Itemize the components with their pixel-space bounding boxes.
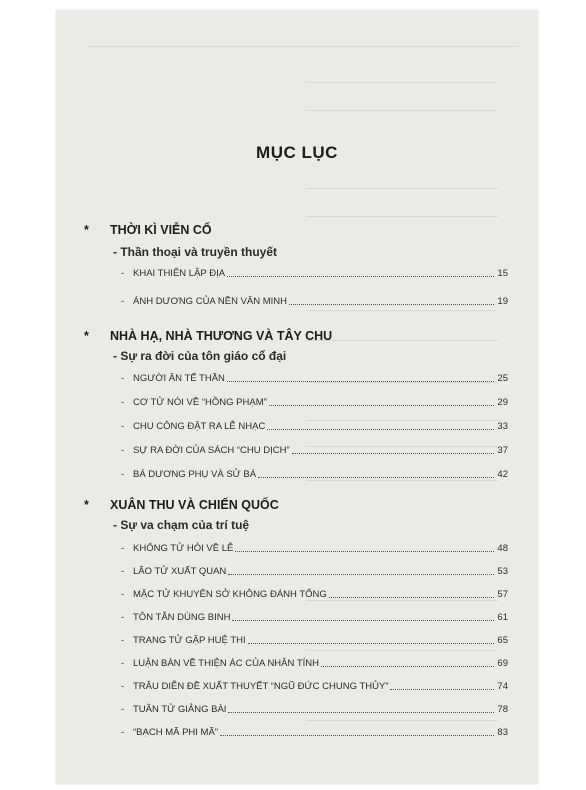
dot-leader [248,642,494,644]
entry-title: LUẬN BÀN VỀ THIỆN ÁC CỦA NHÂN TÍNH [133,658,319,669]
dot-leader [228,573,494,575]
dot-leader [232,619,494,621]
entry-dash: - [121,635,125,646]
entry-title: KHỔNG TỬ HỎI VỀ LỄ [133,543,234,554]
entry-dash: - [121,658,125,669]
entry-dash: - [121,704,125,715]
star-icon: * [84,498,89,512]
toc-entry[interactable] [121,563,508,577]
entry-dash: - [121,612,125,623]
entry-title: CƠ TỬ NÓI VỀ “HỒNG PHẠM” [133,397,267,408]
entry-title: CHU CÔNG ĐẶT RA LỄ NHẠC [133,421,266,432]
entry-title: KHAI THIÊN LẬP ĐỊA [133,268,226,279]
dot-leader [227,380,494,382]
toc-entry[interactable] [121,724,508,738]
section-subheading: - Sự va chạm của trí tuệ [113,518,250,532]
bleed-through-rule [306,600,498,601]
entry-title: MẶC TỬ KHUYÊN SỞ KHÔNG ĐÁNH TỐNG [133,589,327,600]
dot-leader [269,404,494,406]
bleed-through-rule [306,188,498,189]
dot-leader [292,452,494,454]
bleed-through-rule [306,650,498,651]
entry-title: NGƯỜI ĂN TẾ THẦN [133,373,225,384]
entry-page: 15 [497,268,508,279]
bleed-through-rule [306,82,498,83]
bleed-through-rule [306,480,498,481]
entry-page: 48 [497,543,508,554]
entry-page: 37 [497,445,508,456]
entry-page: 74 [497,681,508,692]
toc-entry[interactable] [121,701,508,715]
entry-dash: - [121,421,125,432]
bleed-through-rule [306,110,498,111]
section-heading [84,329,332,343]
dot-leader [267,428,494,430]
dot-leader [235,550,494,552]
section-subheading: - Thần thoại và truyền thuyết [113,245,278,259]
toc-entry[interactable] [121,609,508,623]
toc-entry[interactable] [121,442,508,456]
entry-dash: - [121,566,125,577]
page-title: MỤC LỤC [256,143,338,162]
star-icon: * [84,223,89,237]
entry-dash: - [121,727,125,738]
entry-page: 25 [497,373,508,384]
star-icon: * [84,329,89,343]
entry-page: 57 [497,589,508,600]
toc-entry[interactable] [121,540,508,554]
entry-page: 69 [497,658,508,669]
section-heading-text: THỜI KÌ VIỄN CỔ [110,223,212,237]
entry-title: TRANG TỬ GẶP HUỆ THI [133,635,246,646]
section-heading [84,223,212,237]
section-subheading: - Sự ra đời của tôn giáo cổ đại [113,349,287,363]
entry-page: 78 [497,704,508,715]
toc-entry[interactable] [121,293,508,307]
section-heading-text: XUÂN THU VÀ CHIẾN QUỐC [110,498,279,512]
entry-title: TRÂU DIỄN ĐỀ XUẤT THUYẾT “NGŨ ĐỨC CHUNG THỦY” [133,681,389,692]
book-page [56,10,538,784]
entry-dash: - [121,397,125,408]
entry-title: “BẠCH MÃ PHI MÃ” [133,727,218,738]
bleed-through-rule [306,216,498,217]
dot-leader [220,734,494,736]
dot-leader [289,303,494,305]
entry-dash: - [121,373,125,384]
dot-leader [258,476,494,478]
entry-dash: - [121,589,125,600]
toc-entry[interactable] [121,655,508,669]
entry-page: 53 [497,566,508,577]
entry-dash: - [121,445,125,456]
bleed-through-rule [306,340,498,341]
entry-title: ÁNH DƯƠNG CỦA NỀN VĂN MINH [133,296,288,307]
section-heading [84,498,279,512]
toc-entry[interactable] [121,418,508,432]
entry-title: SỰ RA ĐỜI CỦA SÁCH “CHU DỊCH” [133,445,290,456]
entry-title: BÁ DƯƠNG PHỤ VÀ SỬ BÁ [133,469,257,480]
toc-entry[interactable] [121,466,508,480]
entry-page: 19 [497,296,508,307]
entry-title: TUÂN TỬ GIẢNG BÀI [133,704,227,715]
bleed-through-rule [306,310,498,311]
toc-entry[interactable] [121,370,508,384]
dot-leader [390,688,494,690]
entry-dash: - [121,296,125,307]
entry-dash: - [121,268,125,279]
toc-entry[interactable] [121,394,508,408]
entry-page: 29 [497,397,508,408]
section-heading-text: NHÀ HẠ, NHÀ THƯƠNG VÀ TÂY CHU [110,329,333,343]
entry-title: TÔN TẪN DÙNG BINH [133,612,231,623]
entry-page: 33 [497,421,508,432]
dot-leader [321,665,494,667]
entry-dash: - [121,681,125,692]
toc-entry[interactable] [121,265,508,279]
entry-page: 65 [497,635,508,646]
bleed-through-rule [306,720,498,721]
bleed-through-rule [86,46,518,47]
toc-entry[interactable] [121,678,508,692]
dot-leader [329,596,494,598]
dot-leader [228,711,494,713]
entry-page: 61 [497,612,508,623]
entry-title: LÃO TỬ XUẤT QUAN [133,566,227,577]
entry-dash: - [121,543,125,554]
toc-entry[interactable] [121,632,508,646]
toc-entry[interactable] [121,586,508,600]
entry-page: 83 [497,727,508,738]
entry-page: 42 [497,469,508,480]
entry-dash: - [121,469,125,480]
dot-leader [227,275,494,277]
